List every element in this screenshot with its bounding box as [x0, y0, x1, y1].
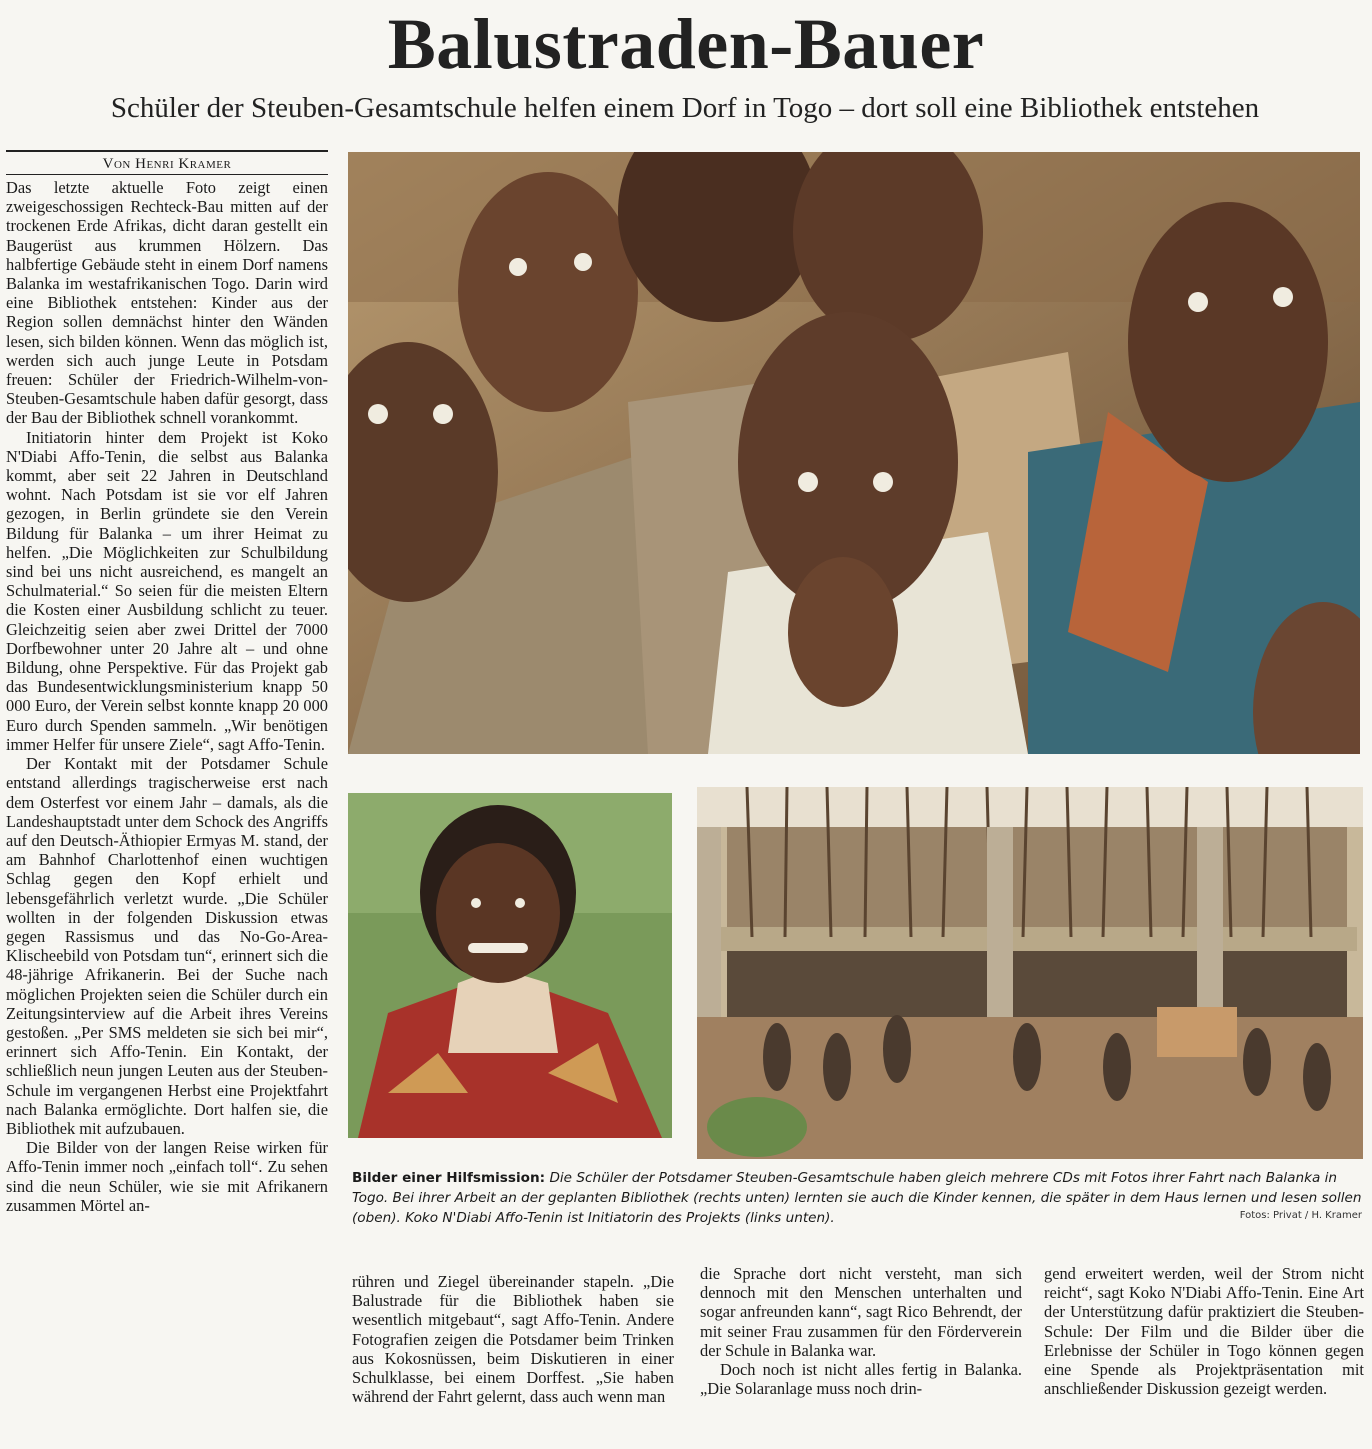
building-photo-graphic [697, 787, 1363, 1159]
article-paragraph: Die Bilder von der langen Reise wirken für Affo-Tenin immer noch „einfach toll“. Zu sehen sind die neun Schüler, wie sie mit Afrikanern zusammen Mörtel an- [6, 1138, 328, 1215]
article-paragraph: Doch noch ist nicht alles fertig in Balanka. „Die Solaranlage muss noch drin- [700, 1360, 1022, 1399]
article-paragraph: Initiatorin hinter dem Projekt ist Koko N'Diabi Affo-Tenin, die selbst aus Balanka kommt, aber seit 22 Jahren in Deutschland wohnt. Nach Potsdam ist sie vor elf Jahren gezogen, in Berlin gründete sie den Verein Bildung für Balanka – um ihrer Heimat zu helfen. „Die Möglichkeiten zur Schulbildung sind bei uns nicht ausreichend, es mangelt an Schulmaterial.“ So seien für die meisten Eltern die Kosten einer Ausbildung schlicht zu teuer. Gleichzeitig seien aber zwei Drittel der 7000 Dorfbewohner unter 20 Jahre alt – und ohne Bildung, ohne Perspektive. Für das Projekt gab das Bundesentwicklungsministerium knapp 50 000 Euro, der Verein selbst konnte knapp 20 000 Euro durch Spenden sammeln. „Wir benötigen immer Helfer für unsere Ziele“, sagt Affo-Tenin. [6, 427, 328, 754]
portrait-photo [348, 793, 672, 1138]
children-photo [348, 152, 1360, 754]
byline-rule-bottom [6, 174, 328, 175]
caption-text: Die Schüler der Potsdamer Steuben-Gesamtschule haben gleich mehrere CDs mit Fotos ihrer Fahrt nach Balanka in Togo. Bei ihrer Arbeit an der geplanten Bibliothek (rechts unten) lernten sie auch die Kinder kennen, die später in dem Haus lernen und lesen sollen (oben). Koko N'Diabi Affo-Tenin ist Initiatorin des Projekts (links unten). [352, 1170, 1362, 1226]
children-photo-graphic [348, 152, 1360, 754]
article-column-2 [352, 1272, 674, 1406]
article-column-3 [700, 1264, 1022, 1398]
caption-lead: Bilder einer Hilfsmission: [352, 1170, 546, 1186]
article-column-1 [6, 178, 328, 1215]
byline: Von Henri Kramer [102, 156, 232, 172]
portrait-photo-graphic [348, 793, 672, 1138]
photo-caption [352, 1168, 1362, 1228]
article-column-4 [1044, 1264, 1364, 1398]
building-photo [697, 787, 1363, 1159]
article-paragraph: die Sprache dort nicht versteht, man sich dennoch mit den Menschen unterhalten und sogar anfreunden kann“, sagt Rico Behrendt, der mit seiner Frau zusammen für den Förderverein der Schule in Balanka war. [700, 1264, 1022, 1360]
article-paragraph: Das letzte aktuelle Foto zeigt einen zweigeschossigen Rechteck-Bau mitten auf der trockenen Erde Afrikas, dicht daran gestellt ein Baugerüst aus krummen Hölzern. Das halbfertige Gebäude steht in einem Dorf namens Balanka im westafrikanischen Togo. Darin wird eine Bibliothek entstehen: Kinder aus der Region sollen demnächst hinter den Wänden lesen, sich bilden können. Wenn das möglich ist, werden sich auch junge Leute in Potsdam freuen: Schüler der Friedrich-Wilhelm-von-Steuben-Gesamtschule haben dafür gesorgt, dass der Bau der Bibliothek schnell vorankommt. [6, 178, 328, 428]
byline-rule-top [6, 150, 328, 152]
article-paragraph: rühren und Ziegel übereinander stapeln. „Die Balustrade für die Bibliothek haben sie wesentlich mitgebaut“, sagt Affo-Tenin. Andere Fotografien zeigen die Potsdamer beim Trinken aus Kokosnüssen, beim Diskutieren in einer Schulklasse, bei einem Dorffest. „Sie haben während der Fahrt gelernt, dass auch wenn man [352, 1272, 674, 1407]
article-paragraph: Der Kontakt mit der Potsdamer Schule entstand allerdings tragischerweise erst nach dem Osterfest vor einem Jahr – damals, als die Landeshauptstadt unter dem Schock des Angriffs auf den Deutsch-Äthiopier Ermyas M. stand, der am Bahnhof Charlottenhof einen wuchtigen Schlag gegen den Kopf erhielt und lebensgefährlich verletzt wurde. „Die Schüler wollten in der folgenden Diskussion etwas gegen Rassismus und das No-Go-Area-Klischeebild von Potsdam tun“, erinnert sich die 48-jährige Afrikanerin. Bei der Suche nach möglichen Projekten seien die Schüler durch ein Zeitungsinterview auf die Arbeit ihres Vereins gestoßen. „Per SMS meldeten sie sich bei mir“, erinnert sich Affo-Tenin. Ein Kontakt, der schließlich neun jungen Leuten aus der Steuben-Schule im vergangenen Herbst eine Projektfahrt nach Balanka ermöglichte. Dort halfen sie, die Bibliothek mit aufzubauen. [6, 754, 328, 1138]
photo-credit: Fotos: Privat / H. Kramer [1239, 1210, 1362, 1221]
subheadline: Schüler der Steuben-Gesamtschule helfen einem Dorf in Togo – dort soll eine Bibliothek entstehen [110, 92, 1260, 124]
article-paragraph: gend erweitert werden, weil der Strom nicht reicht“, sagt Koko N'Diabi Affo-Tenin. Eine Art der Unterstützung dafür praktiziert die Steuben-Schule: Der Film und die Bilder über die Erlebnisse der Schüler in Togo können gegen eine Spende als Projektpräsentation mit anschließender Diskussion gezeigt werden. [1044, 1264, 1364, 1399]
headline: Balustraden-Bauer [387, 4, 985, 84]
